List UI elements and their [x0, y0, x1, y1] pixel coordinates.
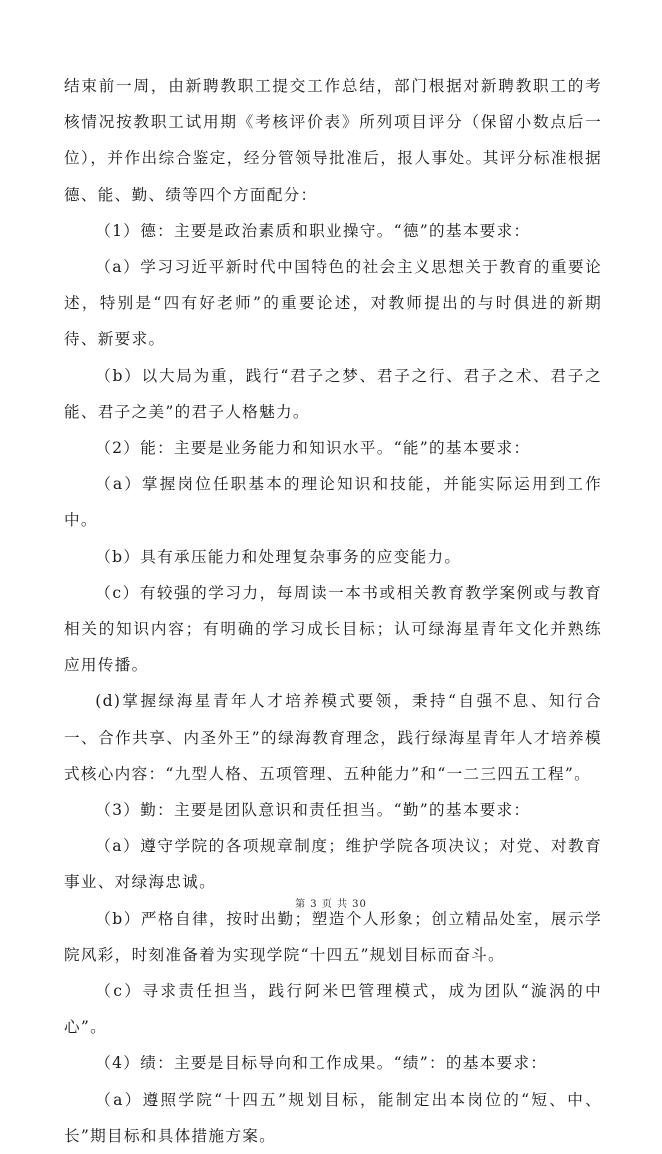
- section-heading-ji: （4）绩：主要是目标导向和工作成果。“绩”：的基本要求：: [95, 1054, 548, 1073]
- list-item-ji-a: （a）遵照学院“十四五”规划目标，能制定出本岗位的“短、中、长”期目标和具体措施方案。: [64, 1090, 602, 1145]
- list-item-de-a: （a）学习习近平新时代中国特色的社会主义思想关于教育的重要论述，特别是“四有好老师”的重要论述，对教师提出的与时俱进的新期待、新要求。: [64, 258, 602, 349]
- section-heading-neng: （2）能：主要是业务能力和知识水平。“能”的基本要求：: [95, 439, 531, 458]
- intro-paragraph: 结束前一周，由新聘教职工提交工作总结，部门根据对新聘教职工的考核情况按教职工试用期《考核评价表》所列项目评分（保留小数点后一位），并作出综合鉴定，经分管领导批准后，报人事处。其评分标准根据德、能、勤、绩等四个方面配分：: [64, 77, 602, 204]
- list-item-qin-a: （a）遵守学院的各项规章制度；维护学院各项决议；对党、对教育事业、对绿海忠诚。: [64, 837, 602, 892]
- list-item-qin-c: （c）寻求责任担当，践行阿米巴管理模式，成为团队“漩涡的中心”。: [64, 982, 602, 1037]
- list-item-neng-c: （c）有较强的学习力，每周读一本书或相关教育教学案例或与教育相关的知识内容；有明确的学习成长目标；认可绿海星青年文化并熟练应用传播。: [64, 583, 602, 675]
- section-heading-de: （1）德：主要是政治素质和职业操守。“德”的基本要求：: [95, 221, 531, 240]
- list-item-neng-d: (d)掌握绿海星青年人才培养模式要领，秉持“自强不息、知行合一、合作共享、内圣外王”的绿海教育理念，践行绿海星青年人才培养模式核心内容：“九型人格、五项管理、五种能力”和“一二三四五工程”。: [64, 692, 602, 783]
- document-body: [64, 68, 602, 1154]
- list-item-qin-b: （b）严格自律，按时出勤；塑造个人形象；创立精品处室，展示学院风彩，时刻准备着为实现学院“十四五”规划目标而奋斗。: [64, 909, 602, 964]
- page-number-footer: 第 3 页 共 30: [295, 899, 367, 910]
- section-heading-qin: （3）勤：主要是团队意识和责任担当。“勤”的基本要求：: [95, 801, 531, 820]
- list-item-neng-b: （b）具有承压能力和处理复杂事务的应变能力。: [95, 547, 462, 566]
- list-item-de-b: （b）以大局为重，践行“君子之梦、君子之行、君子之术、君子之能、君子之美”的君子人格魅力。: [64, 366, 602, 421]
- list-item-neng-a: （a）掌握岗位任职基本的理论知识和技能，并能实际运用到工作中。: [64, 475, 602, 530]
